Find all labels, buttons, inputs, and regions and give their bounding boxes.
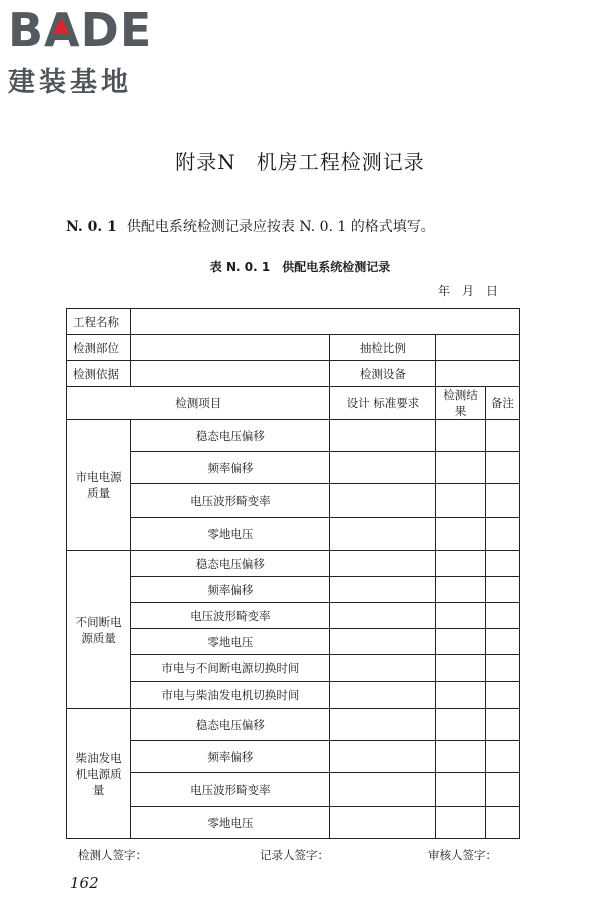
inspection-equipment-label: 检测设备 — [330, 361, 436, 387]
design-requirement-cell[interactable] — [330, 551, 436, 577]
result-cell[interactable] — [436, 551, 485, 577]
table-row — [67, 709, 520, 741]
sampling-ratio-label: 抽检比例 — [330, 335, 436, 361]
group-label: 柴油发电机电源质量 — [67, 709, 131, 839]
inspection-equipment-value[interactable] — [436, 361, 520, 387]
remarks-cell[interactable] — [485, 484, 519, 518]
project-name-label: 工程名称 — [67, 309, 131, 335]
remarks-cell[interactable] — [485, 629, 519, 655]
inspection-item: 频率偏移 — [131, 741, 330, 773]
col-header-result: 检测结果 — [436, 387, 485, 420]
table-row — [67, 420, 520, 452]
row-basis — [67, 361, 520, 387]
remarks-cell[interactable] — [485, 603, 519, 629]
table-row — [67, 773, 520, 807]
result-cell[interactable] — [436, 452, 485, 484]
design-requirement-cell[interactable] — [330, 773, 436, 807]
table-caption: 表 N. 0. 1 供配电系统检测记录 — [209, 260, 391, 274]
row-location — [67, 335, 520, 361]
design-requirement-cell[interactable] — [330, 629, 436, 655]
design-requirement-cell[interactable] — [330, 807, 436, 839]
design-requirement-cell[interactable] — [330, 603, 436, 629]
result-cell[interactable] — [436, 709, 485, 741]
group-label: 不间断电源质量 — [67, 551, 131, 709]
design-requirement-cell[interactable] — [330, 577, 436, 603]
remarks-cell[interactable] — [485, 452, 519, 484]
inspection-basis-label: 检测依据 — [67, 361, 131, 387]
inspection-item: 零地电压 — [131, 629, 330, 655]
col-header-item: 检测项目 — [67, 387, 330, 420]
design-requirement-cell[interactable] — [330, 682, 436, 709]
result-cell[interactable] — [436, 741, 485, 773]
table-row — [67, 682, 520, 709]
group-label: 市电电源质量 — [67, 420, 131, 551]
inspection-item: 电压波形畸变率 — [131, 484, 330, 518]
remarks-cell[interactable] — [485, 682, 519, 709]
table-row — [67, 518, 520, 551]
inspection-item: 电压波形畸变率 — [131, 603, 330, 629]
project-name-value[interactable] — [131, 309, 520, 335]
table-row — [67, 807, 520, 839]
page-number: 162 — [70, 874, 99, 892]
date-line: 年月日 — [438, 284, 511, 298]
inspection-item: 市电与柴油发电机切换时间 — [131, 682, 330, 709]
inspection-item: 频率偏移 — [131, 452, 330, 484]
result-cell[interactable] — [436, 682, 485, 709]
result-cell[interactable] — [436, 773, 485, 807]
remarks-cell[interactable] — [485, 709, 519, 741]
col-header-remarks: 备注 — [485, 387, 519, 420]
sampling-ratio-value[interactable] — [436, 335, 520, 361]
row-project-name — [67, 309, 520, 335]
logo-wordmark: BADE — [8, 3, 153, 57]
table-row — [67, 603, 520, 629]
design-requirement-cell[interactable] — [330, 452, 436, 484]
design-requirement-cell[interactable] — [330, 741, 436, 773]
intro-paragraph — [66, 216, 435, 236]
inspection-item: 稳态电压偏移 — [131, 551, 330, 577]
table-row — [67, 577, 520, 603]
remarks-cell[interactable] — [485, 655, 519, 682]
remarks-cell[interactable] — [485, 420, 519, 452]
inspector-signature-label: 检测人签字： — [78, 848, 147, 862]
power-supply-inspection-table — [66, 308, 520, 839]
design-requirement-cell[interactable] — [330, 420, 436, 452]
recorder-signature-label: 记录人签字： — [260, 848, 329, 862]
table-row — [67, 551, 520, 577]
table-row — [67, 741, 520, 773]
table-row — [67, 629, 520, 655]
result-cell[interactable] — [436, 629, 485, 655]
inspection-item: 稳态电压偏移 — [131, 709, 330, 741]
table-row — [67, 655, 520, 682]
result-cell[interactable] — [436, 484, 485, 518]
remarks-cell[interactable] — [485, 741, 519, 773]
logo-accent-triangle-icon — [52, 18, 70, 34]
design-requirement-cell[interactable] — [330, 709, 436, 741]
inspection-item: 市电与不间断电源切换时间 — [131, 655, 330, 682]
site-logo — [8, 3, 178, 99]
inspection-item: 电压波形畸变率 — [131, 773, 330, 807]
remarks-cell[interactable] — [485, 773, 519, 807]
table-row — [67, 484, 520, 518]
inspection-item: 零地电压 — [131, 518, 330, 551]
result-cell[interactable] — [436, 420, 485, 452]
inspection-basis-value[interactable] — [131, 361, 330, 387]
result-cell[interactable] — [436, 655, 485, 682]
design-requirement-cell[interactable] — [330, 655, 436, 682]
remarks-cell[interactable] — [485, 577, 519, 603]
remarks-cell[interactable] — [485, 518, 519, 551]
remarks-cell[interactable] — [485, 807, 519, 839]
result-cell[interactable] — [436, 603, 485, 629]
table-row — [67, 452, 520, 484]
appendix-title: 附录N 机房工程检测记录 — [175, 150, 425, 174]
result-cell[interactable] — [436, 807, 485, 839]
design-requirement-cell[interactable] — [330, 518, 436, 551]
inspection-item: 稳态电压偏移 — [131, 420, 330, 452]
inspection-location-value[interactable] — [131, 335, 330, 361]
inspection-location-label: 检测部位 — [67, 335, 131, 361]
remarks-cell[interactable] — [485, 551, 519, 577]
result-cell[interactable] — [436, 577, 485, 603]
logo-subtitle: 建装基地 — [8, 67, 132, 98]
reviewer-signature-label: 审核人签字： — [428, 848, 497, 862]
inspection-item: 频率偏移 — [131, 577, 330, 603]
result-cell[interactable] — [436, 518, 485, 551]
inspection-item: 零地电压 — [131, 807, 330, 839]
clause-number: N. 0. 1 — [66, 219, 117, 235]
design-requirement-cell[interactable] — [330, 484, 436, 518]
column-header-row — [67, 387, 520, 420]
intro-text: 供配电系统检测记录应按表 N. 0. 1 的格式填写。 — [126, 219, 435, 235]
col-header-design-requirement: 设计 标准要求 — [330, 387, 436, 420]
